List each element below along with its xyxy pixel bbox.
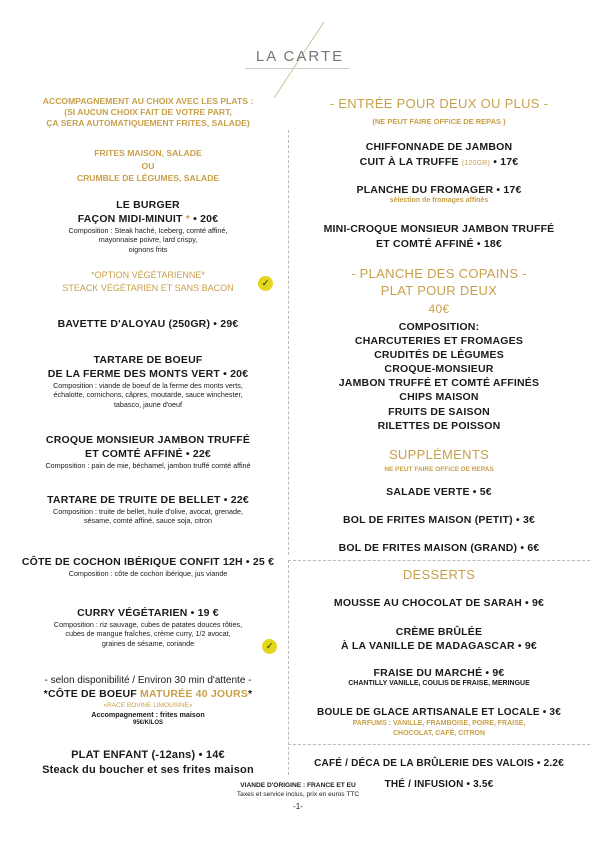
composition-line: Composition : pain de mie, béchamel, jambon truffé comté affiné (45, 461, 251, 470)
flavours-line: CHOCOLAT, CAFÉ, CITRON (392, 730, 486, 737)
composition-item: FRUITS DE SAISON (388, 405, 490, 418)
dish-name (0, 687, 296, 701)
composition-line: cubes de mangue fraîches, crème curry, 1/2 avocat, (65, 629, 231, 639)
dish-name-price: ET COMTÉ AFFINÉ • 18€ (376, 238, 502, 250)
croque-item (0, 433, 296, 470)
copains-title (288, 265, 590, 318)
supplement-item: SALADE VERTE • 5€ (386, 486, 492, 498)
sides-block (0, 147, 296, 185)
dish-name: CROQUE MONSIEUR JAMBON TRUFFÉ (45, 434, 251, 446)
composition (0, 620, 296, 648)
dish-name-price: CURRY VÉGÉTARIEN • 19 € (77, 607, 219, 619)
accompaniment-block (0, 96, 296, 129)
section-title: - PLANCHE DES COPAINS - (351, 266, 527, 281)
dish-description: CHANTILLY VANILLE, COULIS DE FRAISE, MERINGUE (348, 680, 530, 687)
veg-option-line: *OPTION VÉGÉTARIENNE* (91, 270, 205, 280)
horizontal-divider-cafe (288, 744, 590, 745)
vegetarian-leaf-icon: ✓ (258, 276, 273, 291)
asterisk-mark: * (248, 688, 253, 700)
planche-fromager-item (288, 183, 590, 204)
page-number: -1- (293, 802, 303, 811)
accompaniment-note: Accompagnement : frites maison (91, 710, 205, 719)
composition-line: Composition : côte de cochon ibérique, jus viande (68, 569, 228, 578)
dish-name: CHIFFONNADE DE JAMBON (365, 141, 513, 153)
asterisk-mark: * (185, 213, 191, 225)
composition-item: RILETTES DE POISSON (377, 419, 501, 432)
dessert-item (288, 706, 590, 739)
accompaniment-line: (SI AUCUN CHOIX FAIT DE VOTRE PART, (64, 107, 232, 117)
dish-name: CRÈME BRÛLÉE (395, 626, 483, 638)
dish-description: Steack du boucher et ses frites maison (42, 764, 254, 776)
composition (0, 381, 296, 409)
dish-name-price (288, 155, 590, 171)
composition (0, 507, 296, 526)
tartare-truite-item (0, 493, 296, 526)
dish-name-part: CUIT À LA TRUFFE (359, 156, 462, 168)
flavours-line: PARFUMS : VANILLE, FRAMBOISE, POIRE, FRAISE, (352, 720, 526, 727)
composition (0, 569, 296, 578)
the-item: THÉ / INFUSION • 3.5€ (384, 779, 494, 790)
dish-name-price: PLAT ENFANT (-12ans) • 14€ (71, 749, 225, 761)
composition-line: mayonnaise poivre, lard crispy, (98, 235, 198, 245)
dish-description: sélection de fromages affinés (389, 197, 489, 204)
composition-line: oignons frits (128, 244, 168, 254)
composition-line: tabasco, jaune d'oeuf (113, 399, 183, 409)
composition-item: JAMBON TRUFFÉ ET COMTÉ AFFINÉS (338, 377, 540, 390)
dish-name-price (0, 212, 296, 226)
header-underline (245, 68, 349, 69)
kids-item (0, 748, 296, 778)
section-price: 40€ (428, 302, 450, 316)
entree-note: (NE PEUT FAIRE OFFICE DE REPAS ) (372, 117, 506, 126)
burger-item (0, 198, 296, 254)
composition-line: Composition : viande de boeuf de la ferme des monts verts, (53, 381, 243, 390)
dish-name-price: TARTARE DE TRUITE DE BELLET • 22€ (47, 494, 249, 506)
composition-line: graines de sésame, coriande (101, 638, 195, 648)
composition-item: CRUDITÉS DE LÉGUMES (374, 349, 504, 362)
copains-composition (288, 320, 590, 433)
dessert-item: MOUSSE AU CHOCOLAT DE SARAH • 9€ (333, 597, 545, 609)
dish-name: LE BURGER (116, 199, 180, 211)
dish-name-price: CÔTE DE COCHON IBÉRIQUE CONFIT 12H • 25 € (21, 556, 275, 568)
taxes-note: Taxes et service inclus, prix en euros TTC (236, 791, 360, 798)
availability-note: - selon disponibilité / Environ 30 min d'attente - (44, 675, 252, 686)
accompaniment-line: ACCOMPAGNEMENT AU CHOIX AVEC LES PLATS : (42, 96, 254, 106)
cafe-item: CAFÉ / DÉCA DE LA BRÛLERIE DES VALOIS • 2.2€ (314, 758, 564, 769)
dish-name-price: PLANCHE DU FROMAGER • 17€ (356, 184, 522, 196)
dessert-item (288, 625, 590, 653)
composition-line: sésame, comté affiné, sauce soja, citron (83, 516, 213, 526)
dish-name-price: BOULE DE GLACE ARTISANALE ET LOCALE • 3€ (317, 707, 561, 718)
composition-item: CHARCUTERIES ET FROMAGES (354, 335, 524, 348)
dish-name-price: ET COMTÉ AFFINÉ • 22€ (85, 448, 211, 460)
composition-line: échalotte, cornichons, câpres, moutarde, sauce winchester, (53, 390, 243, 400)
side-option: CRUMBLE DE LÉGUMES, SALADE (76, 173, 220, 183)
desserts-title: DESSERTS (402, 567, 476, 582)
section-subtitle: PLAT POUR DEUX (380, 283, 498, 298)
composition (0, 226, 296, 254)
maturation-label: MATURÉE 40 JOURS (140, 688, 249, 700)
dish-name: FAÇON MIDI-MINUIT (77, 213, 186, 225)
origin-note: VIANDE D'ORIGINE : FRANCE ET EU (240, 782, 356, 789)
supplements-note: NE PEUT FAIRE OFFICE DE REPAS (384, 466, 494, 473)
accompaniment-line: ÇA SERA AUTOMATIQUEMENT FRITES, SALADE) (46, 118, 250, 128)
side-option: FRITES MAISON, SALADE (94, 148, 202, 158)
chiffonnade-item (288, 140, 590, 171)
composition-item: CHIPS MAISON (399, 391, 479, 404)
dish-price: • 20€ (190, 213, 219, 225)
mini-croque-item (288, 222, 590, 252)
supplements-title: SUPPLÉMENTS (388, 447, 490, 462)
composition-item: CROQUE-MONSIEUR (384, 363, 494, 376)
dish-price: • 17€ (490, 156, 519, 168)
dish-name-part: *CÔTE DE BOEUF (43, 688, 140, 700)
composition-line: Composition : riz sauvage, cubes de patates douces rôties, (53, 620, 243, 629)
cote-boeuf-item (0, 674, 296, 727)
composition-line: Composition : truite de bellet, huile d'olive, avocat, grenade, (53, 507, 243, 516)
footer (150, 781, 446, 811)
dish-name-price: À LA VANILLE DE MADAGASCAR • 9€ (341, 640, 537, 652)
dish-name: TARTARE DE BOEUF (93, 354, 203, 366)
composition-item: COMPOSITION: (398, 321, 480, 333)
vegetarian-leaf-icon: ✓ (262, 639, 277, 654)
composition-line: Composition : Steak haché, Iceberg, comté affiné, (68, 226, 228, 235)
tartare-boeuf-item (0, 353, 296, 409)
composition (0, 461, 296, 470)
side-separator: OU (141, 160, 155, 171)
dish-name-price: DE LA FERME DES MONTS VERT • 20€ (47, 368, 249, 380)
veg-option (0, 269, 296, 294)
horizontal-divider-desserts (288, 560, 590, 561)
dish-name: MINI-CROQUE MONSIEUR JAMBON TRUFFÉ (323, 223, 555, 235)
supplement-item: BOL DE FRITES MAISON (PETIT) • 3€ (342, 514, 536, 526)
entree-title: - ENTRÉE POUR DEUX OU PLUS - (329, 96, 549, 111)
dish-price: 95€/KILOS (132, 720, 163, 727)
weight-label: (120GR) (461, 160, 491, 167)
dish-name-price: FRAISE DU MARCHÉ • 9€ (373, 667, 505, 679)
curry-item (0, 606, 296, 648)
bavette-item: BAVETTE D'ALOYAU (250GR) • 29€ (57, 318, 239, 330)
dessert-item (288, 667, 590, 687)
cochon-item (0, 555, 296, 578)
supplement-item: BOL DE FRITES MAISON (GRAND) • 6€ (338, 542, 540, 554)
page-title: LA CARTE (255, 48, 345, 65)
veg-option-line: STEACK VÉGÉTARIEN ET SANS BACON (62, 282, 234, 293)
breed-label: «RACE BOVINE LIMOUSINE» (103, 702, 193, 709)
